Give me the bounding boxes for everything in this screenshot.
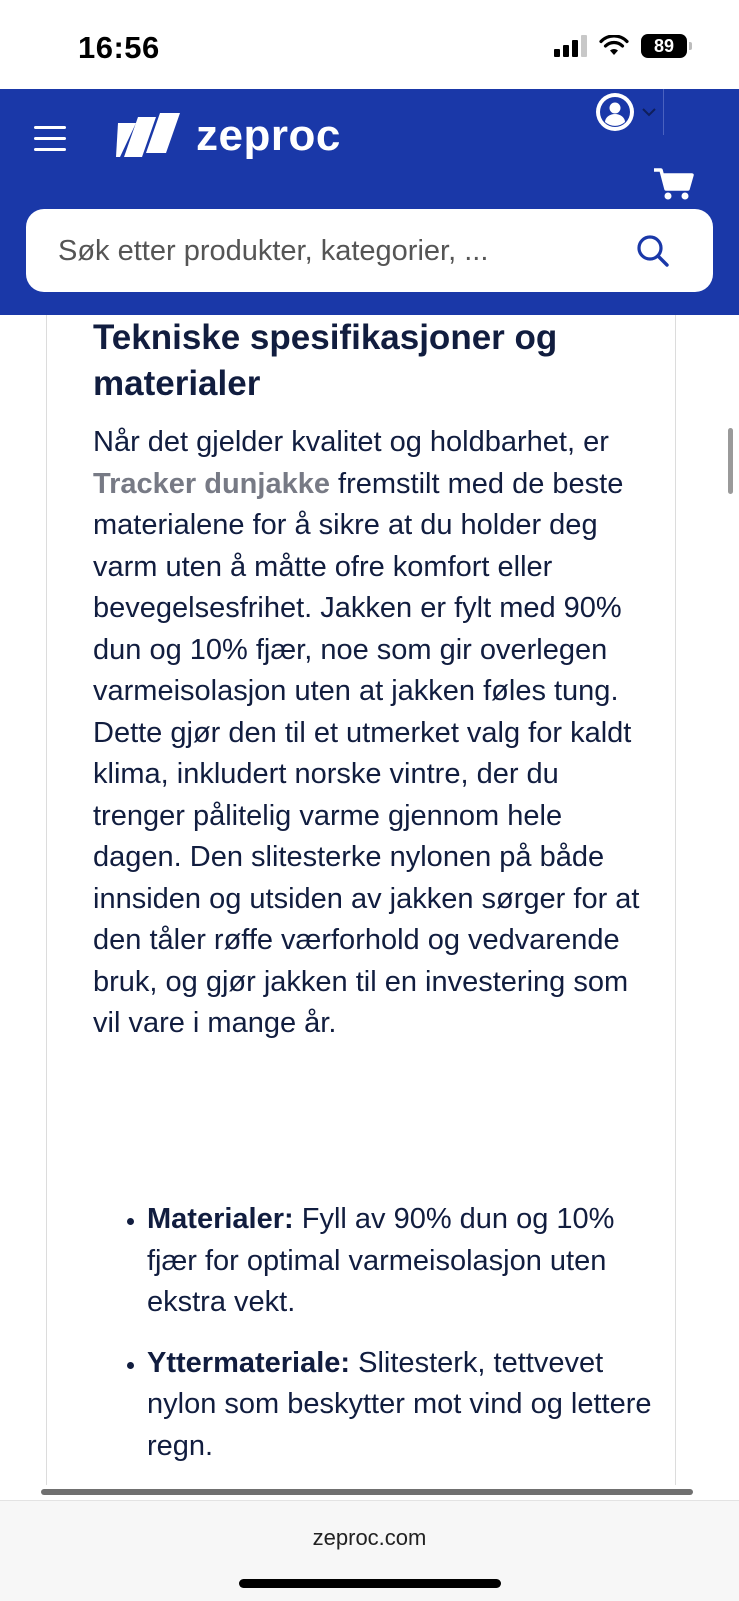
status-bar [0, 0, 739, 89]
spec-list [103, 1199, 667, 1486]
chevron-down-icon [642, 107, 656, 117]
shopping-cart-icon [654, 167, 694, 201]
product-name-highlight: Tracker dunjakke [93, 467, 330, 500]
battery-icon [641, 34, 687, 58]
spec-item-outer-material [147, 1343, 667, 1468]
spec-label: Materialer: [147, 1203, 294, 1235]
header-divider [663, 89, 664, 135]
intro-text-end: fremstilt med de beste materialene for å sikre at du holder deg varm uten å måtte ofre komfort eller bevegelsesfrihet. Jakken er fylt med 90% dun og 10% fjær, noe som gir overlegen varmeisolasjon uten at jakken føles tung. Dette gjør den til et utmerket valg for kaldt klima, inkludert norske vintre, der du trenger pålitelig varme gjennom hele dagen. Den slitesterke nylonen på både innsiden og utsiden av jakken sørger for at den tåler røffe værforhold og vedvarende bruk, og gjør jakken til en investering som vil vare i mange år. [93, 467, 640, 1039]
wifi-icon [599, 35, 629, 57]
intro-text-start: Når det gjelder kvalitet og holdbarhet, er [93, 426, 609, 458]
address-bar[interactable]: zeproc.com [312, 1525, 427, 1550]
search-input[interactable] [56, 209, 620, 294]
spec-item-materials [147, 1199, 667, 1324]
spec-text: Fyll av 90% dun og 10% fjær for optimal varmeisolasjon uten ekstra vekt. [147, 1203, 615, 1318]
search-icon [635, 233, 671, 269]
menu-button[interactable] [34, 126, 68, 152]
browser-bottom-bar [0, 1500, 739, 1601]
horizontal-scrollbar[interactable] [41, 1489, 693, 1495]
status-icons [554, 34, 687, 58]
cart-button[interactable] [654, 167, 694, 206]
brand-logo[interactable] [116, 111, 341, 161]
account-button[interactable] [596, 93, 656, 131]
battery-level: 89 [653, 35, 675, 56]
hamburger-icon [34, 126, 66, 129]
status-time: 16:56 [78, 30, 160, 65]
user-avatar-icon [596, 93, 634, 131]
logo-mark-icon [116, 113, 182, 159]
brand-name: zeproc [196, 111, 341, 160]
product-description-card [46, 315, 676, 1485]
spec-label: Yttermateriale: [147, 1346, 351, 1379]
site-header [0, 89, 739, 315]
search-button[interactable] [635, 233, 671, 274]
cellular-signal-icon [554, 35, 587, 57]
vertical-scrollbar[interactable] [728, 428, 733, 494]
section-title: Tekniske spesifikasjoner og materialer [93, 318, 558, 403]
intro-paragraph [93, 422, 653, 1045]
home-indicator[interactable] [239, 1579, 501, 1588]
spec-text: Slitesterk, tettvevet nylon som beskytter mot vind og lettere regn. [147, 1346, 652, 1462]
search-bar [26, 209, 713, 292]
